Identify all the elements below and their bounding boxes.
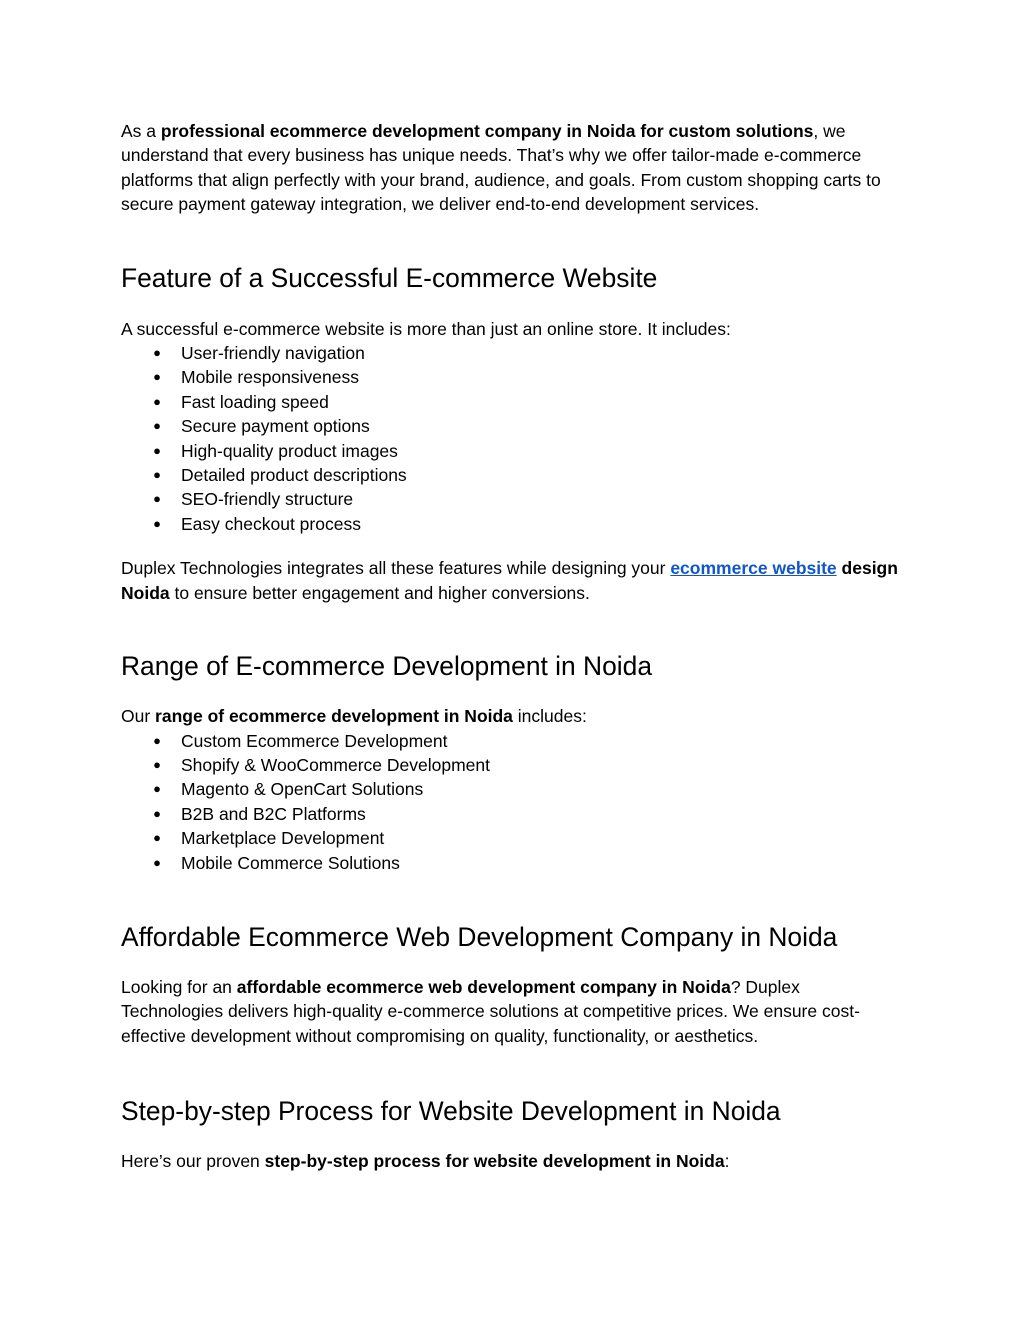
bullet-icon: ● [153,418,161,434]
bullet-icon: ● [153,854,161,870]
bullet-icon: ● [153,756,161,772]
affordable-paragraph [121,975,904,1048]
list-item-text: Magento & OpenCart Solutions [181,779,424,800]
list-item [121,390,904,414]
list-item [121,802,904,826]
list-item-text: Marketplace Development [181,828,385,849]
list-item-text: Shopify & WooCommerce Development [181,754,490,775]
list-item-text: Mobile Commerce Solutions [181,852,400,873]
affordable-text: Looking for an [121,976,237,997]
process-text-continued: : [724,1151,730,1172]
closing-text-continued: to ensure better engagement and higher conversions. [169,582,590,603]
range-heading: Range of E-commerce Development in Noida [121,651,652,682]
list-item [121,851,904,875]
list-item-text: SEO-friendly structure [181,489,354,510]
bullet-icon: ● [153,345,161,361]
process-bold-phrase: step-by-step process for website development in Noida [264,1151,725,1172]
list-item-text: High-quality product images [181,440,398,461]
list-item [121,365,904,389]
bullet-icon: ● [153,467,161,483]
range-lead [121,704,904,728]
list-item [121,753,904,777]
bullet-icon: ● [153,830,161,846]
intro-paragraph [121,119,904,217]
list-item [121,341,904,365]
bullet-icon: ● [153,781,161,797]
bullet-icon: ● [153,805,161,821]
affordable-text-continued: ? Duplex Technologies delivers high-quality e-commerce solutions at competitive prices. We ensure cost-effective development without compromising on quality, functionality, or aesthetics. [121,976,860,1046]
intro-text-continued: , we understand that every business has unique needs. That’s why we offer tailor-made e-commerce platforms that align perfectly with your brand, audience, and goals. From custom shopping carts to secure payment gateway integration, we deliver end-to-end development services. [121,121,881,215]
list-item [121,826,904,850]
list-item [121,512,904,536]
bullet-icon: ● [153,491,161,507]
process-text: Here’s our proven [121,1151,265,1172]
list-item-text: Custom Ecommerce Development [181,730,448,751]
list-item-text: Mobile responsiveness [181,367,360,388]
intro-bold-phrase: professional ecommerce development company in Noida for custom solutions [160,121,814,141]
process-heading: Step-by-step Process for Website Development in Noida [121,1096,781,1127]
list-item [121,487,904,511]
features-lead: A successful e-commerce website is more than just an online store. It includes: [121,318,731,339]
affordable-heading: Affordable Ecommerce Web Development Company in Noida [121,921,838,952]
features-list [121,341,904,536]
range-lead-text: Our [121,706,156,727]
list-item [121,414,904,438]
range-list [121,729,904,875]
bullet-icon: ● [153,515,161,531]
affordable-bold-phrase: affordable ecommerce web development company in Noida [236,976,731,997]
ecommerce-website-link[interactable]: ecommerce website [670,558,837,579]
features-heading: Feature of a Successful E-commerce Website [121,262,658,293]
range-lead-bold: range of ecommerce development in Noida [155,706,513,727]
bullet-icon: ● [153,442,161,458]
range-lead-text-continued: includes: [512,706,587,727]
list-item [121,729,904,753]
list-item [121,463,904,487]
list-item [121,439,904,463]
list-item-text: Secure payment options [181,416,370,437]
list-item-text: User-friendly navigation [181,343,365,364]
list-item [121,777,904,801]
list-item-text: Fast loading speed [181,391,329,412]
features-closing-paragraph [121,556,904,605]
list-item-text: Detailed product descriptions [181,465,407,486]
list-item-text: B2B and B2C Platforms [181,803,366,824]
bullet-icon: ● [153,369,161,385]
closing-text: Duplex Technologies integrates all these features while designing your [121,558,671,579]
intro-text: As a [121,121,161,141]
bullet-icon: ● [153,732,161,748]
closing-bold-phrase: design Noida [121,558,898,603]
bullet-icon: ● [153,393,161,409]
process-paragraph [121,1149,904,1173]
list-item-text: Easy checkout process [181,513,361,534]
